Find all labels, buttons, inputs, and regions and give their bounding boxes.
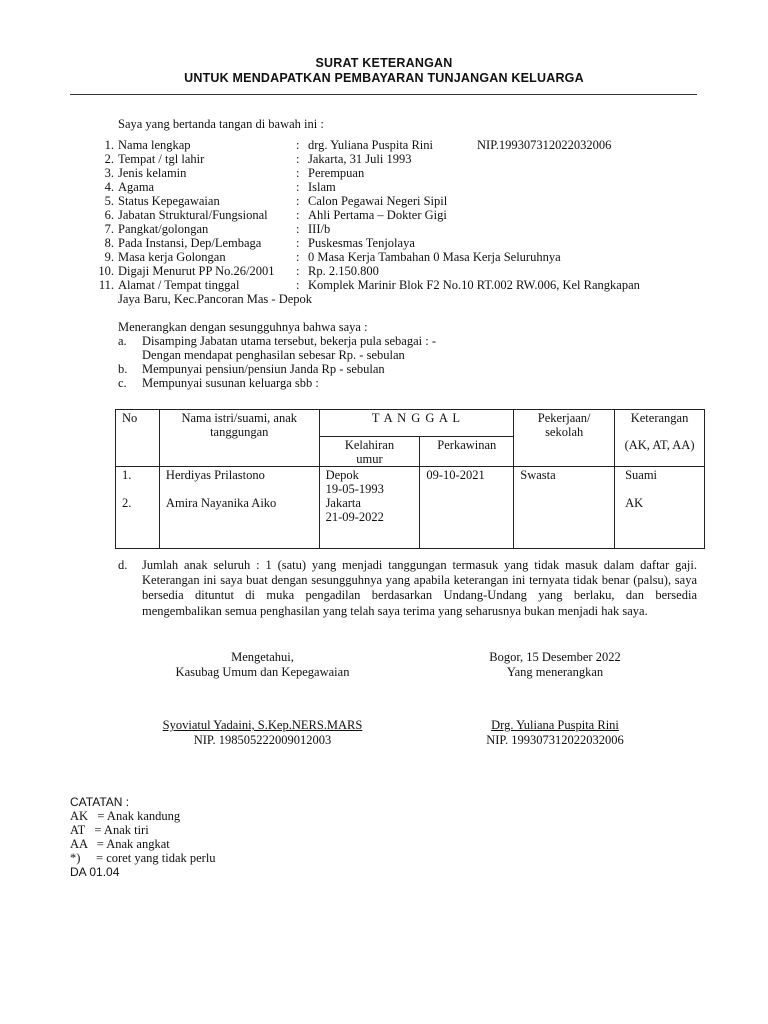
row2-birth-place: Jakarta [325,496,361,510]
field-value: Perempuan [308,166,365,180]
row2-birth-date: 21-09-2022 [325,510,384,524]
header-keterangan-line2: (AK, AT, AA) [624,438,695,452]
closing-paragraph: Jumlah anak seluruh : 1 (satu) yang menjadi tanggungan termasuk yang tidak masuk dalam daftar gaji. Keterangan ini saya buat dengan sesungguhnya yang apabila keterangan ini ternyata tidak benar (palsu), saya bersedia dituntut di muka pengadilan berdasarkan Undang-Undang yang berlaku, dan bersedia mengembalikan semua penghasilan yang telah saya terima yang seharusnya bukan menjadi hak saya. [142,558,697,618]
right-sig-name: Drg. Yuliana Puspita Rini [491,718,619,732]
cell-no [116,467,160,549]
header-pekerjaan-line1: Pekerjaan/ [537,411,591,425]
left-sig-title1: Mengetahui, [231,650,294,664]
field-label: Pangkat/golongan [118,222,209,236]
field-colon: : [296,250,300,264]
field-label: Tempat / tgl lahir [118,152,205,166]
item-a-text: Disamping Jabatan utama tersebut, bekerja pula sebagai : - [142,334,436,348]
cell-note [615,467,705,549]
right-signature-block [440,650,670,680]
header-kelahiran-line2: umur [356,452,383,466]
field-label: Alamat / Tempat tinggal [118,278,240,292]
field-colon: : [296,222,300,236]
field-number: 8. [104,236,114,250]
row1-birth-place: Depok [325,468,359,482]
right-sig-title1: Bogor, 15 Desember 2022 [489,650,621,664]
item-a-label: a. [118,334,127,348]
note-ak: AK = Anak kandung [70,809,181,823]
left-sig-nip: NIP. 198505222009012003 [193,733,332,747]
left-signature-block [140,650,385,680]
field-colon: : [296,194,300,208]
cell-name [159,467,319,549]
header-perkawinan: Perkawinan [420,437,514,467]
field-value: Islam [308,180,336,194]
form-code: DA 01.04 [70,865,120,879]
field-label: Nama lengkap [118,138,191,152]
table-row [116,467,705,549]
right-sig-title2: Yang menerangkan [506,665,604,679]
left-sig-name: Syoviatul Yadaini, S.Kep.NERS.MARS [162,718,363,732]
field-value: drg. Yuliana Puspita Rini [308,138,433,152]
notes-heading: CATATAN : [70,795,130,809]
field-colon: : [296,264,300,278]
item-c-text: Mempunyai susunan keluarga sbb : [142,376,319,390]
row1-note: Suami [625,468,658,482]
right-signatory [440,718,670,748]
field-number: 3. [104,166,114,180]
field-value: Komplek Marinir Blok F2 No.10 RT.002 RW.006, Kel Rangkapan [308,278,640,292]
field-colon: : [296,278,300,292]
field-label: Status Kepegawaian [118,194,220,208]
header-name-line1: Nama istri/suami, anak [181,411,298,425]
note-at: AT = Anak tiri [70,823,149,837]
field-number: 11. [98,278,114,292]
field-number: 10. [98,264,114,278]
cell-marriage [420,467,514,549]
header-tanggal: T A N G G A L [319,410,514,437]
field-label: Agama [118,180,155,194]
field-colon: : [296,166,300,180]
header-kelahiran-line1: Kelahiran [344,438,395,452]
header-name-line2: tanggungan [210,425,269,439]
cell-birth [319,467,420,549]
header-keterangan [615,410,705,467]
row2-no: 2. [122,496,132,510]
field-label: Jenis kelamin [118,166,187,180]
header-keterangan-line1: Keterangan [630,411,689,425]
field-number: 6. [104,208,114,222]
field-number: 2. [104,152,114,166]
row2-name: Amira Nayanika Aiko [165,496,277,510]
header-divider [70,94,697,95]
field-label: Digaji Menurut PP No.26/2001 [118,264,275,278]
header-no: No [116,410,160,467]
field-value: Ahli Pertama – Dokter Gigi [308,208,447,222]
header-pekerjaan-line2: sekolah [545,425,584,439]
field-colon: : [296,138,300,152]
field-value: Rp. 2.150.800 [308,264,379,278]
left-signatory [140,718,385,748]
family-table [115,409,705,549]
row1-marriage: 09-10-2021 [426,468,485,482]
row1-birth-date: 19-05-1993 [325,482,384,496]
field-colon: : [296,180,300,194]
field-number: 1. [104,138,114,152]
left-sig-title2: Kasubag Umum dan Kepegawaian [175,665,350,679]
item-b-text: Mempunyai pensiun/pensiun Janda Rp - sebulan [142,362,385,376]
field-value: 0 Masa Kerja Tambahan 0 Masa Kerja Seluruhnya [308,250,561,264]
field-number: 7. [104,222,114,236]
address-continuation: Jaya Baru, Kec.Pancoran Mas - Depok [118,292,313,306]
field-number: 5. [104,194,114,208]
field-value: Calon Pegawai Negeri Sipil [308,194,448,208]
row2-note: AK [625,496,644,510]
document-subtitle: UNTUK MENDAPATKAN PEMBAYARAN TUNJANGAN KELUARGA [184,71,584,85]
field-number: 9. [104,250,114,264]
header-name [159,410,319,467]
field-value: III/b [308,222,331,236]
statement-intro: Menerangkan dengan sesungguhnya bahwa saya : [118,320,368,334]
header-pekerjaan [514,410,615,467]
note-coret: *) = coret yang tidak perlu [70,851,216,865]
right-sig-nip: NIP. 199307312022032006 [486,733,624,747]
row1-no: 1. [122,468,132,482]
cell-job [514,467,615,549]
item-c-label: c. [118,376,127,390]
field-number: 4. [104,180,114,194]
row1-name: Herdiyas Prilastono [165,468,265,482]
field-colon: : [296,208,300,222]
item-b-label: b. [118,362,128,376]
note-aa: AA = Anak angkat [70,837,170,851]
field-nip: NIP.199307312022032006 [477,138,612,152]
field-colon: : [296,236,300,250]
field-label: Masa kerja Golongan [118,250,226,264]
header-kelahiran [319,437,420,467]
field-value: Jakarta, 31 Juli 1993 [308,152,412,166]
field-label: Jabatan Struktural/Fungsional [118,208,268,222]
item-d-label: d. [118,558,128,572]
document-title: SURAT KETERANGAN [315,56,453,70]
field-label: Pada Instansi, Dep/Lembaga [118,236,262,250]
field-colon: : [296,152,300,166]
intro-text: Saya yang bertanda tangan di bawah ini : [118,117,324,131]
row1-job: Swasta [520,468,556,482]
field-value: Puskesmas Tenjolaya [308,236,415,250]
item-a-text2: Dengan mendapat penghasilan sebesar Rp. - sebulan [142,348,405,362]
table-header-row [116,410,705,437]
